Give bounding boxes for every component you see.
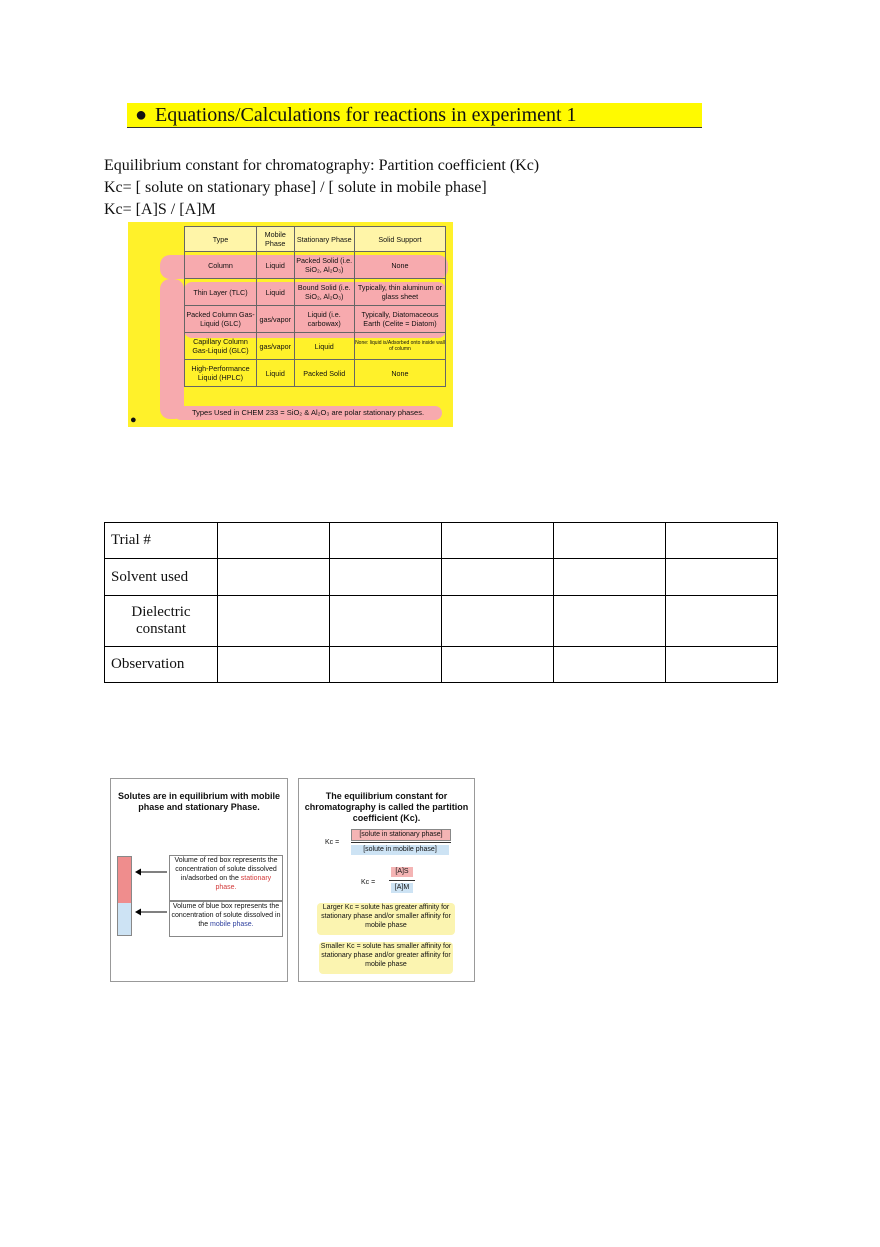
figure-footer-note: Types Used in CHEM 233 = SiO₂ & Al₂O₃ are polar stationary phases. bbox=[174, 406, 442, 420]
types-table bbox=[184, 226, 446, 387]
trial-data-table bbox=[104, 522, 778, 683]
cell: Packed Solid bbox=[294, 360, 354, 387]
numerator-stationary: [solute in stationary phase] bbox=[351, 829, 451, 841]
line-kc-definition: Kc= [ solute on stationary phase] / [ solute in mobile phase] bbox=[104, 179, 487, 196]
table-cell[interactable] bbox=[442, 523, 554, 559]
table-cell[interactable] bbox=[554, 523, 666, 559]
table-cell[interactable] bbox=[218, 559, 330, 596]
cell: gas/vapor bbox=[256, 333, 294, 360]
table-cell[interactable] bbox=[666, 596, 778, 647]
solute-tube bbox=[117, 856, 132, 936]
cell: None bbox=[354, 360, 445, 387]
fraction-bar bbox=[389, 880, 415, 881]
header-solid-support: Solid Support bbox=[354, 227, 445, 252]
blue-box-text: Volume of blue box represents the concentration of solute dissolved in the bbox=[171, 903, 281, 928]
table-cell[interactable] bbox=[554, 559, 666, 596]
cell: Packed Column Gas-Liquid (GLC) bbox=[185, 306, 257, 333]
denominator-am: [A]M bbox=[391, 883, 413, 893]
table-cell[interactable] bbox=[330, 596, 442, 647]
line-equilibrium-constant: Equilibrium constant for chromatography: Partition coefficient (Kc) bbox=[104, 157, 540, 174]
cell: Bound Solid (i.e. SiO₂, Al₂O₃) bbox=[294, 279, 354, 306]
blue-box-label bbox=[169, 901, 283, 937]
cell: Liquid bbox=[256, 279, 294, 306]
cell: Liquid bbox=[256, 360, 294, 387]
table-cell[interactable] bbox=[330, 523, 442, 559]
red-box-label bbox=[169, 855, 283, 901]
smaller-kc-note: Smaller Kc = solute has smaller affinity for stationary phase and/or greater affinity for mobile phase bbox=[319, 942, 453, 974]
table-cell[interactable] bbox=[442, 559, 554, 596]
cell: gas/vapor bbox=[256, 306, 294, 333]
cell: Packed Solid (i.e. SiO₂, Al₂O₃) bbox=[294, 252, 354, 279]
mobile-phase-text: mobile phase. bbox=[210, 921, 254, 928]
table-cell[interactable] bbox=[442, 647, 554, 683]
figure-bullet: ● bbox=[130, 414, 137, 426]
cell: None bbox=[354, 252, 445, 279]
equilibrium-figure-panel bbox=[110, 778, 288, 982]
stationary-phase-text: stationary phase. bbox=[215, 875, 272, 891]
arrow-left-icon bbox=[135, 907, 169, 917]
cell: High-Performance Liquid (HPLC) bbox=[185, 360, 257, 387]
panel-right-title: The equilibrium constant for chromatography is called the partition coefficient (Kc). bbox=[304, 791, 469, 823]
header-type: Type bbox=[185, 227, 257, 252]
header-mobile-phase: Mobile Phase bbox=[256, 227, 294, 252]
table-cell[interactable] bbox=[218, 647, 330, 683]
cell: Liquid bbox=[294, 333, 354, 360]
panel-left-title: Solutes are in equilibrium with mobile phase and stationary Phase. bbox=[117, 791, 281, 812]
table-cell[interactable] bbox=[666, 559, 778, 596]
row-label-solvent: Solvent used bbox=[105, 559, 218, 596]
table-cell[interactable] bbox=[218, 523, 330, 559]
denominator-mobile: [solute in mobile phase] bbox=[351, 845, 449, 855]
cell: Capillary Column Gas-Liquid (GLC) bbox=[185, 333, 257, 360]
line-kc-formula: Kc= [A]S / [A]M bbox=[104, 201, 216, 218]
cell: Liquid (i.e. carbowax) bbox=[294, 306, 354, 333]
cell: Liquid bbox=[256, 252, 294, 279]
table-cell[interactable] bbox=[666, 523, 778, 559]
red-box-text: Volume of red box represents the concentration of solute dissolved in/adsorbed on the bbox=[174, 857, 278, 882]
fraction-bar bbox=[351, 842, 451, 843]
kc-label-1: Kc = bbox=[325, 839, 340, 846]
cell: Thin Layer (TLC) bbox=[185, 279, 257, 306]
row-label-observation: Observation bbox=[105, 647, 218, 683]
heading-bullet: ● bbox=[134, 104, 148, 126]
cell: Column bbox=[185, 252, 257, 279]
blue-box bbox=[118, 903, 131, 935]
larger-kc-note: Larger Kc = solute has greater affinity for stationary phase and/or smaller affinity for mobile phase bbox=[317, 903, 455, 935]
table-cell[interactable] bbox=[442, 596, 554, 647]
row-label-trial: Trial # bbox=[105, 523, 218, 559]
section-heading bbox=[127, 103, 702, 128]
table-cell[interactable] bbox=[330, 647, 442, 683]
partition-coefficient-panel bbox=[298, 778, 475, 982]
heading-text: Equations/Calculations for reactions in experiment 1 bbox=[155, 104, 577, 126]
chromatography-types-figure bbox=[128, 222, 453, 427]
arrow-left-icon bbox=[135, 867, 169, 877]
cell: Typically, Diatomaceous Earth (Celite = Diatom) bbox=[354, 306, 445, 333]
table-cell[interactable] bbox=[554, 647, 666, 683]
table-cell[interactable] bbox=[330, 559, 442, 596]
table-cell[interactable] bbox=[218, 596, 330, 647]
table-cell[interactable] bbox=[666, 647, 778, 683]
red-box bbox=[118, 857, 131, 903]
row-label-dielectric: Dielectric constant bbox=[105, 596, 218, 647]
cell: None: liquid is/Adsorbed onto inside wall of column bbox=[354, 333, 445, 360]
table-cell[interactable] bbox=[554, 596, 666, 647]
kc-label-2: Kc = bbox=[361, 879, 376, 886]
cell: Typically, thin aluminum or glass sheet bbox=[354, 279, 445, 306]
header-stationary-phase: Stationary Phase bbox=[294, 227, 354, 252]
numerator-as: [A]S bbox=[391, 867, 413, 877]
